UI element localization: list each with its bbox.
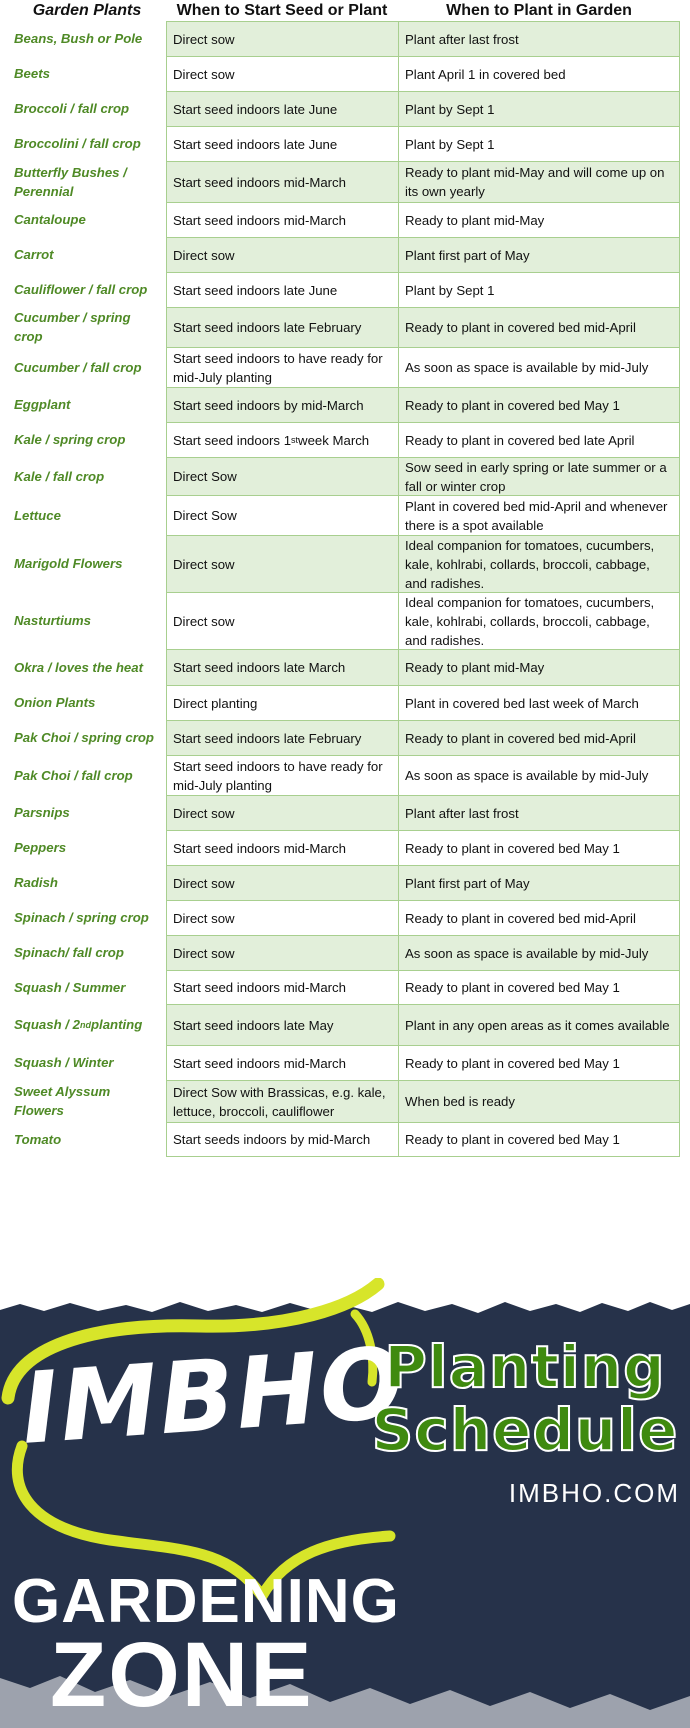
table-row: [0, 422, 690, 457]
start-seed-cell: [166, 1045, 398, 1080]
plant-name-cell: [8, 237, 166, 272]
cell-text-part: week March: [298, 432, 370, 448]
cell-text: Ready to plant in covered bed mid-April: [405, 730, 636, 746]
table-row: [0, 592, 690, 649]
header-plant-in-garden: When to Plant in Garden: [446, 2, 632, 19]
cell-text: Sow seed in early spring or late summer or a fall or winter crop: [405, 459, 667, 494]
cell-text: Pak Choi / fall crop: [14, 767, 133, 783]
start-seed-cell: [166, 161, 398, 202]
plant-name-cell: [8, 272, 166, 307]
header-start-seed: When to Start Seed or Plant: [176, 2, 388, 19]
start-seed-cell: [166, 307, 398, 347]
zone-label: ZONE: [50, 1624, 314, 1726]
cell-text: Direct sow: [173, 910, 235, 926]
cell-text: Ready to plant in covered bed late April: [405, 432, 635, 448]
cell-text: Ready to plant in covered bed mid-April: [405, 320, 636, 335]
plant-name-cell: [8, 755, 166, 795]
cell-text: Eggplant: [14, 397, 71, 412]
plant-name-cell: [8, 830, 166, 865]
plant-in-garden-cell: [398, 935, 680, 970]
cell-text: Cantaloupe: [14, 212, 86, 227]
table-row: [0, 935, 690, 970]
plant-name-cell: [8, 21, 166, 56]
plant-name-cell: [8, 422, 166, 457]
cell-text: Ready to plant in covered bed May 1: [405, 1055, 620, 1071]
cell-text: Plant by Sept 1: [405, 282, 495, 298]
table-row: [0, 495, 690, 535]
start-seed-cell: [166, 56, 398, 91]
start-seed-cell: [166, 272, 398, 307]
cell-text: Peppers: [14, 840, 67, 855]
plant-in-garden-cell: [398, 685, 680, 720]
plant-in-garden-cell: [398, 161, 680, 202]
table-row: [0, 865, 690, 900]
start-seed-cell: [166, 347, 398, 387]
table-row: [0, 720, 690, 755]
cell-text: Cucumber / spring crop: [14, 310, 131, 344]
cell-text: Squash / Winter: [14, 1055, 114, 1070]
cell-text: Marigold Flowers: [14, 556, 123, 571]
plant-in-garden-cell: [398, 1045, 680, 1080]
cell-text: Ready to plant in covered bed May 1: [405, 397, 620, 413]
cell-text: Sweet Alyssum Flowers: [14, 1084, 111, 1118]
table-row: [0, 126, 690, 161]
plant-name-cell: [8, 865, 166, 900]
cell-text: Tomato: [14, 1132, 62, 1147]
cell-text: Plant first part of May: [405, 247, 530, 263]
table-row: [0, 795, 690, 830]
cell-text: When bed is ready: [405, 1094, 515, 1109]
plant-in-garden-cell: [398, 21, 680, 56]
plant-name-cell: [8, 161, 166, 202]
cell-text: Start seed indoors by mid-March: [173, 397, 364, 413]
plant-in-garden-cell: [398, 237, 680, 272]
cell-text: Start seed indoors late June: [173, 136, 338, 152]
table-row: [0, 457, 690, 495]
cell-text: Plant by Sept 1: [405, 101, 495, 117]
plant-in-garden-cell: [398, 1122, 680, 1157]
plant-name-cell: [8, 1045, 166, 1080]
cell-text: Direct sow: [173, 66, 235, 82]
cell-text: Direct sow: [173, 31, 235, 47]
cell-text: Start seed indoors late May: [173, 1017, 334, 1033]
header-garden-plants: Garden Plants: [32, 2, 142, 19]
cell-text: Direct planting: [173, 695, 258, 711]
cell-text: Direct Sow: [173, 508, 237, 523]
plant-name-cell: [8, 970, 166, 1004]
table-row: [0, 202, 690, 237]
cell-text: Plant in covered bed last week of March: [405, 695, 639, 711]
table-row: [0, 161, 690, 202]
cell-text: Plant in covered bed mid-April and whenever there is a spot available: [405, 498, 668, 533]
start-seed-cell: [166, 830, 398, 865]
start-seed-cell: [166, 865, 398, 900]
cell-text: Carrot: [14, 247, 54, 262]
cell-text: Cauliflower / fall crop: [14, 282, 148, 297]
plant-in-garden-cell: [398, 720, 680, 755]
start-seed-cell: [166, 720, 398, 755]
website-label: IMBHO.COM: [508, 1478, 680, 1508]
cell-text: Direct sow: [173, 247, 235, 263]
cell-text: As soon as space is available by mid-July: [405, 768, 649, 783]
cell-text: Start seed indoors mid-March: [173, 840, 346, 856]
imbho-logo: IMBHO: [18, 1326, 410, 1467]
cell-text: Plant in any open areas as it comes available: [405, 1017, 670, 1033]
imbho-banner: [0, 1278, 690, 1728]
plant-name-cell: [8, 56, 166, 91]
plant-name-cell: [8, 126, 166, 161]
cell-text-part: planting: [90, 1017, 143, 1032]
cell-text: Squash / Summer: [14, 979, 126, 995]
start-seed-cell: [166, 21, 398, 56]
table-row: [0, 237, 690, 272]
start-seed-cell: [166, 1080, 398, 1122]
plant-in-garden-cell: [398, 307, 680, 347]
cell-text: Kale / fall crop: [14, 468, 105, 484]
cell-text: Start seed indoors late June: [173, 282, 338, 298]
cell-text: Ready to plant in covered bed May 1: [405, 980, 620, 995]
cell-text: Butterfly Bushes / Perennial: [14, 164, 127, 199]
plant-in-garden-cell: [398, 1004, 680, 1045]
table-row: [0, 307, 690, 347]
cell-text: Broccolini / fall crop: [14, 136, 141, 151]
cell-text: Spinach/ fall crop: [14, 945, 124, 960]
cell-text: Start seed indoors late February: [173, 730, 362, 746]
plant-in-garden-cell: [398, 830, 680, 865]
cell-text: Direct sow: [173, 805, 235, 821]
plant-in-garden-cell: [398, 795, 680, 830]
cell-text-part: Squash / 2: [14, 1017, 80, 1032]
start-seed-cell: [166, 900, 398, 935]
start-seed-cell: [166, 495, 398, 535]
plant-name-cell: [8, 592, 166, 649]
start-seed-cell: [166, 126, 398, 161]
start-seed-cell: [166, 685, 398, 720]
plant-name-cell: [8, 1122, 166, 1157]
table-row: [0, 685, 690, 720]
cell-text: Ready to plant in covered bed mid-April: [405, 910, 636, 926]
plant-name-cell: [8, 535, 166, 592]
plant-name-cell: [8, 202, 166, 237]
table-row: [0, 21, 690, 56]
cell-text: Start seed indoors late March: [173, 660, 346, 675]
table-row: [0, 1080, 690, 1122]
cell-text: Plant first part of May: [405, 875, 530, 891]
cell-text: Start seeds indoors by mid-March: [173, 1132, 371, 1147]
plant-in-garden-cell: [398, 387, 680, 422]
cell-text: Plant after last frost: [405, 31, 519, 47]
table-row: [0, 1004, 690, 1045]
cell-text: Onion Plants: [14, 695, 96, 710]
plant-name-cell: [8, 649, 166, 685]
cell-text: Ready to plant mid-May: [405, 660, 545, 675]
plant-name-cell: [8, 685, 166, 720]
title-planting: Planting: [384, 1333, 666, 1401]
plant-in-garden-cell: [398, 495, 680, 535]
cell-text: Direct sow: [173, 556, 235, 572]
cell-text: Start seed indoors to have ready for mid-July planting: [173, 350, 383, 385]
plant-in-garden-cell: [398, 592, 680, 649]
plant-name-cell: [8, 457, 166, 495]
plant-in-garden-cell: [398, 900, 680, 935]
plant-in-garden-cell: [398, 347, 680, 387]
cell-text: Start seed indoors to have ready for mid-July planting: [173, 758, 383, 793]
cell-text: Pak Choi / spring crop: [14, 730, 154, 745]
start-seed-cell: [166, 91, 398, 126]
table-header: [0, 0, 690, 21]
cell-text: Kale / spring crop: [14, 432, 126, 447]
cell-text: Ready to plant mid-May: [405, 212, 545, 228]
cell-text: Start seed indoors late June: [173, 101, 338, 117]
cell-text: Lettuce: [14, 507, 61, 523]
plant-name-cell: [8, 495, 166, 535]
table-body: [0, 21, 690, 1157]
start-seed-cell: [166, 795, 398, 830]
table-row: [0, 387, 690, 422]
start-seed-cell: [166, 237, 398, 272]
cell-text: Ideal companion for tomatoes, cucumbers, kale, kohlrabi, collards, broccoli, cabbage, and radishes.: [405, 537, 655, 591]
start-seed-cell: Start seed indoors 1 st week March: [166, 422, 398, 457]
start-seed-cell: [166, 535, 398, 592]
table-row: [0, 755, 690, 795]
table-row: [0, 970, 690, 1004]
start-seed-cell: [166, 202, 398, 237]
plant-name-cell: [8, 307, 166, 347]
cell-text: Parsnips: [14, 805, 70, 820]
plant-in-garden-cell: [398, 91, 680, 126]
cell-text: Start seed indoors mid-March: [173, 174, 346, 190]
cell-text: Plant after last frost: [405, 805, 519, 821]
cell-text: Ready to plant in covered bed May 1: [405, 840, 620, 856]
plant-name-cell: [8, 91, 166, 126]
plant-in-garden-cell: [398, 457, 680, 495]
table-row: [0, 830, 690, 865]
gardening-label: GARDENING: [12, 1567, 400, 1636]
cell-text: Direct sow: [173, 613, 235, 629]
table-row: [0, 272, 690, 307]
start-seed-cell: [166, 970, 398, 1004]
plant-name-cell: [8, 1080, 166, 1122]
plant-name-cell: [8, 900, 166, 935]
table-row: [0, 649, 690, 685]
cell-text: Nasturtiums: [14, 613, 91, 628]
start-seed-cell: [166, 1004, 398, 1045]
table-row: [0, 535, 690, 592]
cell-text: Radish: [14, 875, 58, 890]
cell-text: Plant April 1 in covered bed: [405, 66, 566, 82]
plant-in-garden-cell: [398, 535, 680, 592]
start-seed-cell: [166, 935, 398, 970]
cell-text: Ideal companion for tomatoes, cucumbers, kale, kohlrabi, collards, broccoli, cabbage, and radishes.: [405, 594, 655, 648]
plant-name-cell: [8, 795, 166, 830]
start-seed-cell: [166, 457, 398, 495]
table-row: [0, 347, 690, 387]
cell-text: Start seed indoors mid-March: [173, 1055, 346, 1071]
cell-text: Beets: [14, 66, 50, 81]
plant-in-garden-cell: [398, 202, 680, 237]
plant-in-garden-cell: [398, 1080, 680, 1122]
cell-text: Ready to plant in covered bed May 1: [405, 1132, 620, 1147]
plant-name-cell: [8, 387, 166, 422]
table-row: [0, 1122, 690, 1157]
plant-in-garden-cell: [398, 649, 680, 685]
cell-text: As soon as space is available by mid-July: [405, 945, 649, 961]
start-seed-cell: [166, 387, 398, 422]
plant-in-garden-cell: [398, 970, 680, 1004]
cell-text-part: Start seed indoors 1: [173, 432, 292, 448]
start-seed-cell: [166, 649, 398, 685]
start-seed-cell: [166, 755, 398, 795]
plant-name-cell: [8, 347, 166, 387]
plant-in-garden-cell: [398, 865, 680, 900]
plant-in-garden-cell: [398, 56, 680, 91]
cell-text: Direct sow: [173, 875, 235, 891]
cell-text: Beans, Bush or Pole: [14, 31, 143, 46]
cell-text: Direct Sow: [173, 469, 237, 484]
table-row: [0, 1045, 690, 1080]
cell-text: Cucumber / fall crop: [14, 359, 142, 375]
cell-text: Start seed indoors mid-March: [173, 212, 346, 228]
cell-text: Direct Sow with Brassicas, e.g. kale, lettuce, broccoli, cauliflower: [173, 1084, 386, 1119]
cell-text: Broccoli / fall crop: [14, 101, 130, 116]
plant-in-garden-cell: [398, 272, 680, 307]
start-seed-cell: [166, 592, 398, 649]
plant-in-garden-cell: [398, 755, 680, 795]
cell-text: Ready to plant mid-May and will come up on its own yearly: [405, 165, 665, 199]
plant-in-garden-cell: [398, 126, 680, 161]
plant-name-cell: Squash / 2 nd planting: [14, 1017, 143, 1032]
plant-name-cell: [8, 935, 166, 970]
cell-text: As soon as space is available by mid-July: [405, 360, 649, 375]
cell-text: Plant by Sept 1: [405, 136, 495, 152]
title-schedule: Schedule: [371, 1396, 679, 1464]
table-row: [0, 900, 690, 935]
plant-name-cell: [8, 720, 166, 755]
cell-text: Spinach / spring crop: [14, 910, 149, 925]
table-row: [0, 91, 690, 126]
plant-in-garden-cell: [398, 422, 680, 457]
cell-text: Direct sow: [173, 945, 235, 961]
start-seed-cell: [166, 1122, 398, 1157]
cell-text: Start seed indoors mid-March: [173, 980, 346, 995]
cell-text: Start seed indoors late February: [173, 320, 362, 335]
cell-text: Okra / loves the heat: [14, 659, 143, 675]
table-row: [0, 56, 690, 91]
